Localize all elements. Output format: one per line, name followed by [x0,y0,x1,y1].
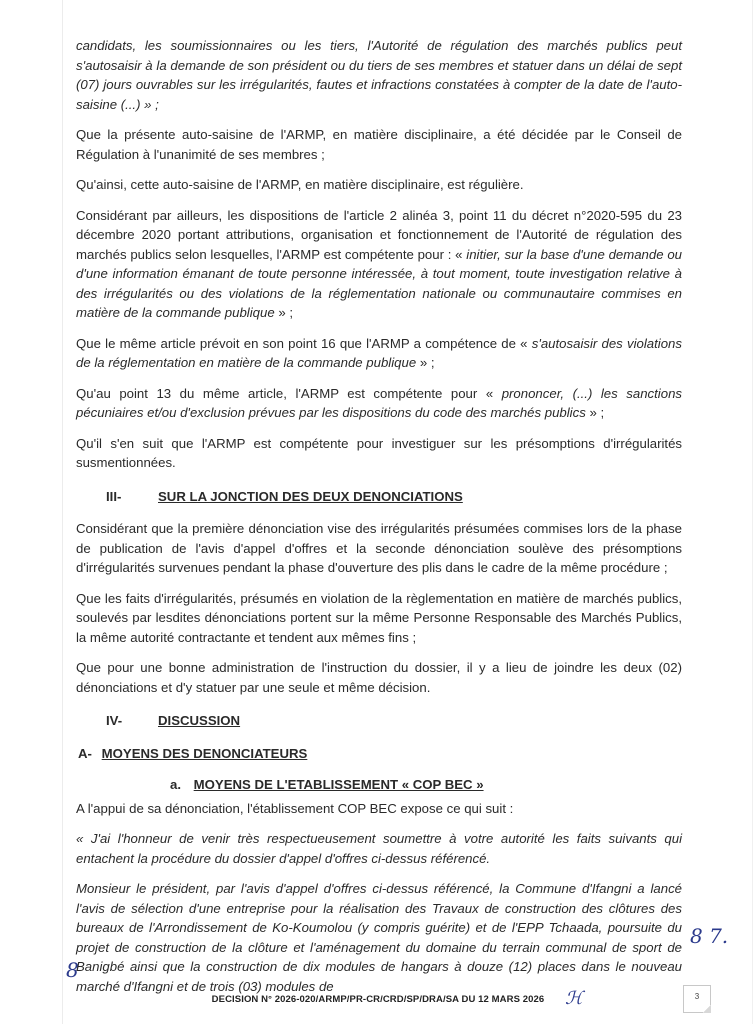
subsection-number: A- [78,745,92,761]
section-title: SUR LA JONCTION DES DEUX DENONCIATIONS [158,488,463,504]
page-fold-icon [703,1005,711,1013]
subsection-heading-moyens [76,744,682,764]
paragraph-copbec-quote-2: Monsieur le président, par l'avis d'appel d'offres ci-dessus référencé, la Commune d'Ifangni a lancé l'avis de sélection d'une entreprise pour la réalisation des Travaux de construction des clôtures des bureaux de l'Arrondissement de Ko-Koumolou (y compris guérite) et de l'EPP Tchaada, poursuite du projet de construction de la clôture et l'aménagement du domaine du terrain communal de sport de Banigbé ainsi que la construction de dix modules de hangars à douze (12) places dans le nouveau marché d'Ifangni et de trois (03) modules de [76,881,682,994]
scan-edge-right [752,0,753,1024]
paragraph-copbec-intro: A l'appui de sa dénonciation, l'établissement COP BEC expose ce qui suit : [76,800,514,816]
section-number: III- [106,488,122,504]
section-heading-jonction [76,487,682,507]
scan-edge-left [62,0,63,1024]
paragraph-quote-continuation: candidats, les soumissionnaires ou les tiers, l'Autorité de régulation des marchés publics peut s'autosaisir à la demande de son président ou du tiers de ses membres et statuer dans un délai de sept (07) jours ouvrables sur les irrégularités, fautes et infractions constatées à compter de la date de l'auto-saisine (...) » ; [76,38,682,112]
paragraph-point-16: Que le même article prévoit en son point 16 que l'ARMP a compétence de « s'autosaisir des violations de la réglementation en matière de la commande publique » ; [76,335,682,370]
subsubsection-heading-copbec [76,775,682,795]
paragraph-jonction-2: Que les faits d'irrégularités, présumés en violation de la règlementation en matière de marchés publics, soulevés par lesdites dénonciations portent sur la même Personne Responsable des Marchés Publics, la même autorité contractante et tendent aux mêmes fins ; [76,590,682,645]
paragraph-competence: Qu'il s'en suit que l'ARMP est compétente pour investiguer sur les présomptions d'irrégularités susmentionnées. [76,435,682,470]
paragraph-autosaisine-reguliere: Qu'ainsi, cette auto-saisine de l'ARMP, en matière disciplinaire, est régulière. [76,177,524,192]
paragraph-copbec-quote-1: « J'ai l'honneur de venir très respectueusement soumettre à votre autorité les faits suivants qui entachent la procédure du dossier d'appel d'offres ci-dessus référencé. [76,831,682,866]
handwritten-mark-left: 8 [66,958,79,982]
subsection-title: MOYENS DES DENONCIATEURS [101,745,308,761]
document-page [76,36,682,1007]
section-number: IV- [106,713,123,728]
paragraph-point-13: Qu'au point 13 du même article, l'ARMP est compétente pour « prononcer, (...) les sanctions pécuniaires et/ou d'exclusion prévues par les dispositions du code des marchés publics » ; [76,385,682,420]
paragraph-jonction-3: Que pour une bonne administration de l'instruction du dossier, il y a lieu de joindre les deux (02) dénonciations et d'y statuer par une seule et même décision. [76,660,682,695]
footer-decision-reference: DECISION N° 2026-020/ARMP/PR-CR/CRD/SP/DRA/SA DU 12 MARS 2026 [211,994,545,1005]
subsubsection-title: MOYENS DE L'ETABLISSEMENT « COP BEC » [193,777,484,792]
section-heading-discussion [76,711,682,731]
handwritten-mark-right: 8 7. [690,924,729,948]
page-number: 3 [694,992,700,1001]
paragraph-decret-article: Considérant par ailleurs, les dispositions de l'article 2 alinéa 3, point 11 du décret n°2020-595 du 23 décembre 2020 portant attributions, organisation et fonctionnement de l'Autorité de régulation des marchés publics selon lesquelles, l'ARMP est compétente pour : « initier, sur la base d'une demande ou d'une information émanant de toute personne intéressée, à tout moment, toute investigation relative à des irrégularités ou des violations de la réglementation nationale ou communautaire commises en matière de la commande publique » ; [76,207,682,320]
paragraph-jonction-1: Considérant que la première dénonciation vise des irrégularités présumées commises lors de la phase de publication de l'avis d'appel d'offres et la seconde dénonciation soulève des présomptions d'irrégularités survenues pendant la phase d'ouverture des plis dans le cadre de la même procédure ; [76,521,682,575]
section-title: DISCUSSION [158,713,241,728]
page-number-box [683,985,711,1013]
subsubsection-number: a. [170,777,181,792]
handwritten-initials: ℋ [565,988,583,1009]
paragraph-autosaisine-decision: Que la présente auto-saisine de l'ARMP, en matière disciplinaire, a été décidée par le Conseil de Régulation à l'unanimité de ses membres ; [76,127,682,162]
